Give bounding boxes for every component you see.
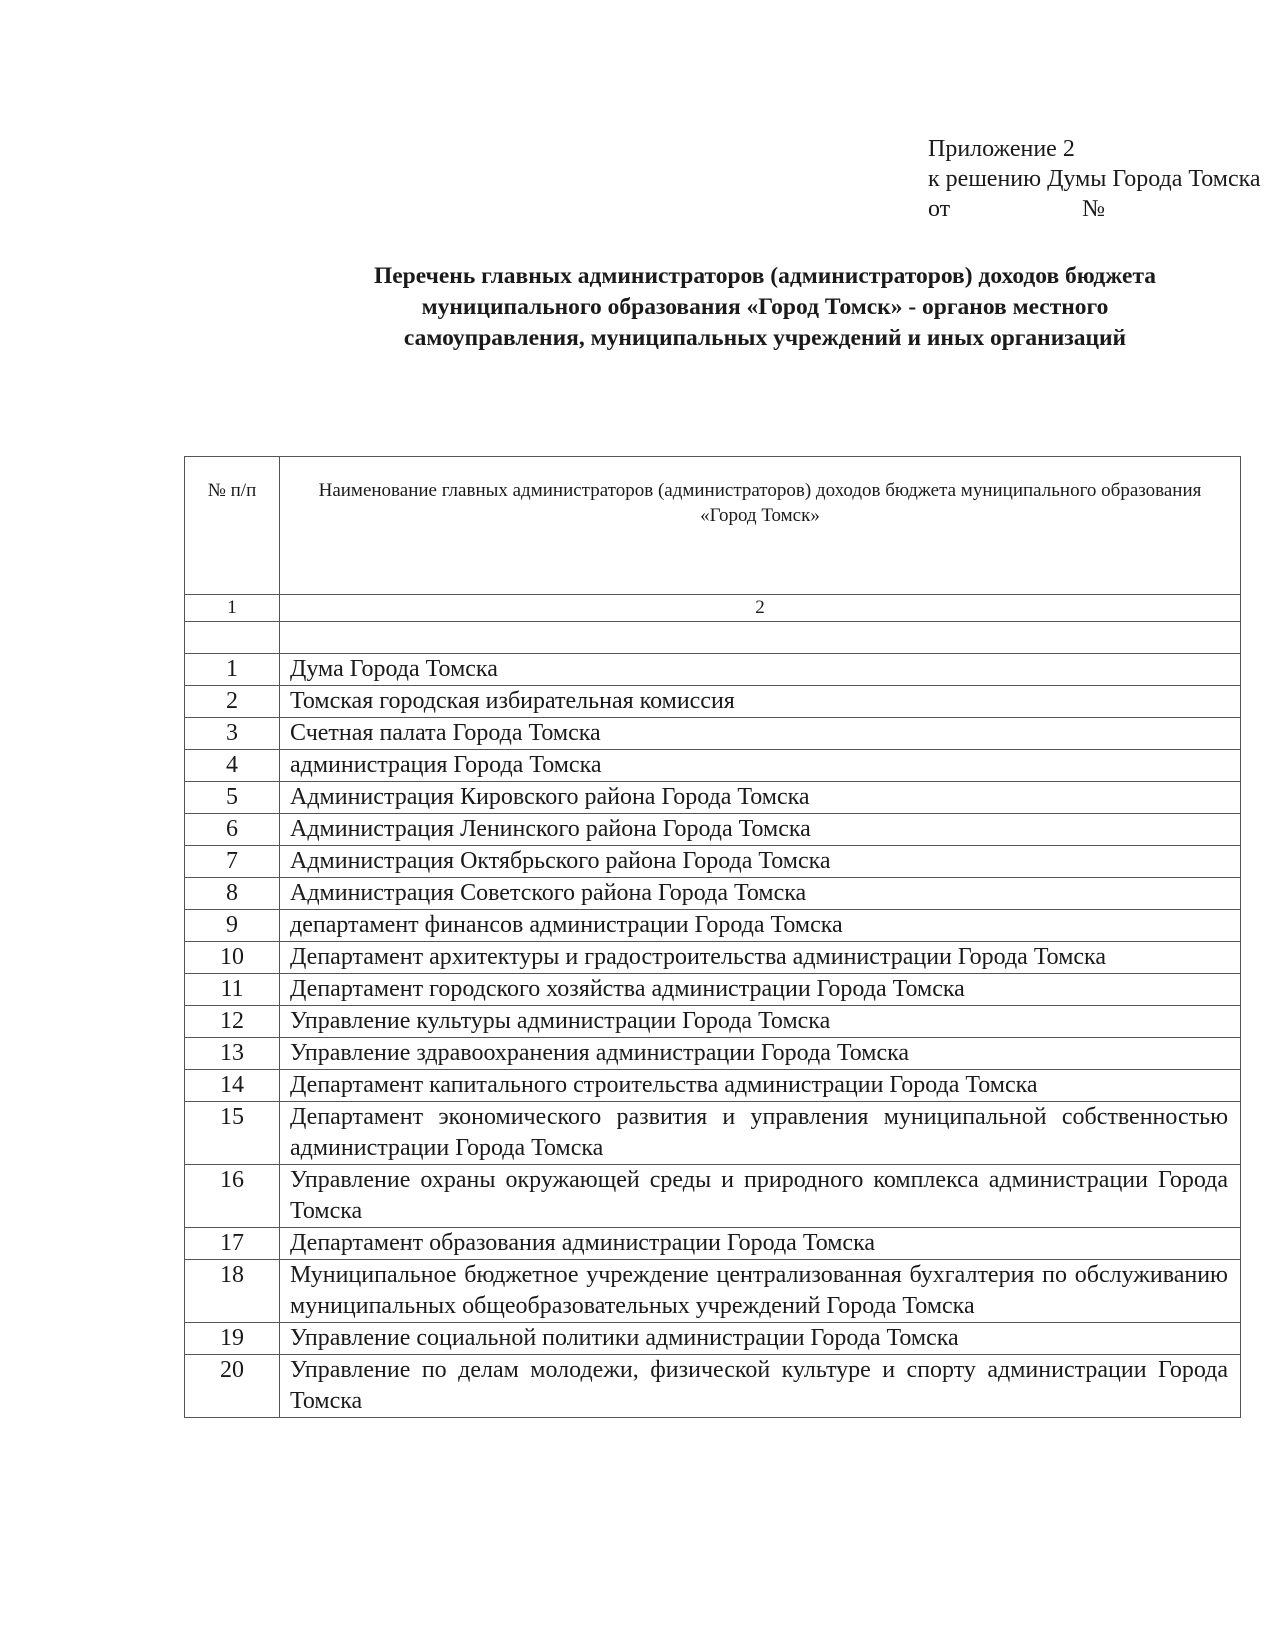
table-row xyxy=(185,846,1241,878)
appendix-date-number-line xyxy=(928,194,1275,224)
header-name: Наименование главных администраторов (администраторов) доходов бюджета муниципального образования «Город Томск» xyxy=(280,457,1241,595)
row-administrator-name: Муниципальное бюджетное учреждение централизованная бухгалтерия по обслуживанию муниципальных общеобразовательных учреждений Города Томска xyxy=(280,1260,1241,1323)
table-row xyxy=(185,878,1241,910)
row-administrator-name: Томская городская избирательная комиссия xyxy=(280,686,1241,718)
table-row xyxy=(185,1165,1241,1228)
row-administrator-name: Счетная палата Города Томска xyxy=(280,718,1241,750)
column-numbers-row xyxy=(185,595,1241,622)
row-administrator-name: Управление социальной политики администрации Города Томска xyxy=(280,1323,1241,1355)
table-row xyxy=(185,974,1241,1006)
row-administrator-name: Дума Города Томска xyxy=(280,654,1241,686)
row-administrator-name: Администрация Кировского района Города Томска xyxy=(280,782,1241,814)
row-administrator-name: Управление здравоохранения администрации Города Томска xyxy=(280,1038,1241,1070)
row-administrator-name: Департамент экономического развития и управления муниципальной собственностью администрации Города Томска xyxy=(280,1102,1241,1165)
title-line-1: Перечень главных администраторов (администраторов) доходов бюджета xyxy=(373,263,1157,289)
row-number: 13 xyxy=(185,1038,280,1070)
title-line-2: муниципального образования «Город Томск» - органов местного xyxy=(421,294,1109,320)
table-row xyxy=(185,1070,1241,1102)
table-row xyxy=(185,782,1241,814)
appendix-decision-reference: к решению Думы Города Томска xyxy=(928,166,1261,192)
table-row xyxy=(185,686,1241,718)
table-row xyxy=(185,942,1241,974)
document-title xyxy=(300,261,1230,354)
table-row xyxy=(185,814,1241,846)
title-line-3: самоуправления, муниципальных учреждений и иных организаций xyxy=(403,325,1127,351)
row-number: 12 xyxy=(185,1006,280,1038)
blank-row xyxy=(185,622,1241,654)
appendix-block xyxy=(928,134,1275,224)
row-number: 14 xyxy=(185,1070,280,1102)
table-row xyxy=(185,718,1241,750)
row-number: 7 xyxy=(185,846,280,878)
column-number-2: 2 xyxy=(280,595,1241,622)
row-administrator-name: Департамент образования администрации Города Томска xyxy=(280,1228,1241,1260)
table-row xyxy=(185,1323,1241,1355)
row-administrator-name: Управление культуры администрации Города Томска xyxy=(280,1006,1241,1038)
row-administrator-name: Администрация Советского района Города Томска xyxy=(280,878,1241,910)
row-administrator-name: департамент финансов администрации Города Томска xyxy=(280,910,1241,942)
row-number: 6 xyxy=(185,814,280,846)
row-administrator-name: Департамент архитектуры и градостроительства администрации Города Томска xyxy=(280,942,1241,974)
row-number: 17 xyxy=(185,1228,280,1260)
row-number: 16 xyxy=(185,1165,280,1228)
appendix-number-label: № xyxy=(1082,196,1106,222)
table-row xyxy=(185,750,1241,782)
table-row xyxy=(185,654,1241,686)
row-number: 19 xyxy=(185,1323,280,1355)
row-administrator-name: Управление охраны окружающей среды и природного комплекса администрации Города Томска xyxy=(280,1165,1241,1228)
table-row xyxy=(185,1355,1241,1418)
table-row xyxy=(185,1006,1241,1038)
appendix-date-label: от xyxy=(928,196,951,222)
table-header-row xyxy=(185,457,1241,595)
table-row xyxy=(185,1228,1241,1260)
row-number: 18 xyxy=(185,1260,280,1323)
appendix-title: Приложение 2 xyxy=(928,136,1075,162)
row-administrator-name: Управление по делам молодежи, физической культуре и спорту администрации Города Томска xyxy=(280,1355,1241,1418)
row-administrator-name: Администрация Октябрьского района Города Томска xyxy=(280,846,1241,878)
row-administrator-name: Департамент капитального строительства администрации Города Томска xyxy=(280,1070,1241,1102)
row-number: 4 xyxy=(185,750,280,782)
table-row xyxy=(185,1102,1241,1165)
row-administrator-name: Администрация Ленинского района Города Томска xyxy=(280,814,1241,846)
table-row xyxy=(185,1260,1241,1323)
column-number-1: 1 xyxy=(185,595,280,622)
row-number: 2 xyxy=(185,686,280,718)
row-number: 11 xyxy=(185,974,280,1006)
table-row xyxy=(185,1038,1241,1070)
row-number: 15 xyxy=(185,1102,280,1165)
row-number: 1 xyxy=(185,654,280,686)
table-row xyxy=(185,910,1241,942)
row-administrator-name: Департамент городского хозяйства администрации Города Томска xyxy=(280,974,1241,1006)
row-number: 9 xyxy=(185,910,280,942)
header-number: № п/п xyxy=(185,457,280,595)
table-body xyxy=(185,654,1241,1418)
row-number: 20 xyxy=(185,1355,280,1418)
row-number: 3 xyxy=(185,718,280,750)
administrators-table xyxy=(184,456,1241,1418)
blank-cell xyxy=(280,622,1241,654)
row-number: 5 xyxy=(185,782,280,814)
row-administrator-name: администрация Города Томска xyxy=(280,750,1241,782)
row-number: 10 xyxy=(185,942,280,974)
row-number: 8 xyxy=(185,878,280,910)
blank-cell xyxy=(185,622,280,654)
